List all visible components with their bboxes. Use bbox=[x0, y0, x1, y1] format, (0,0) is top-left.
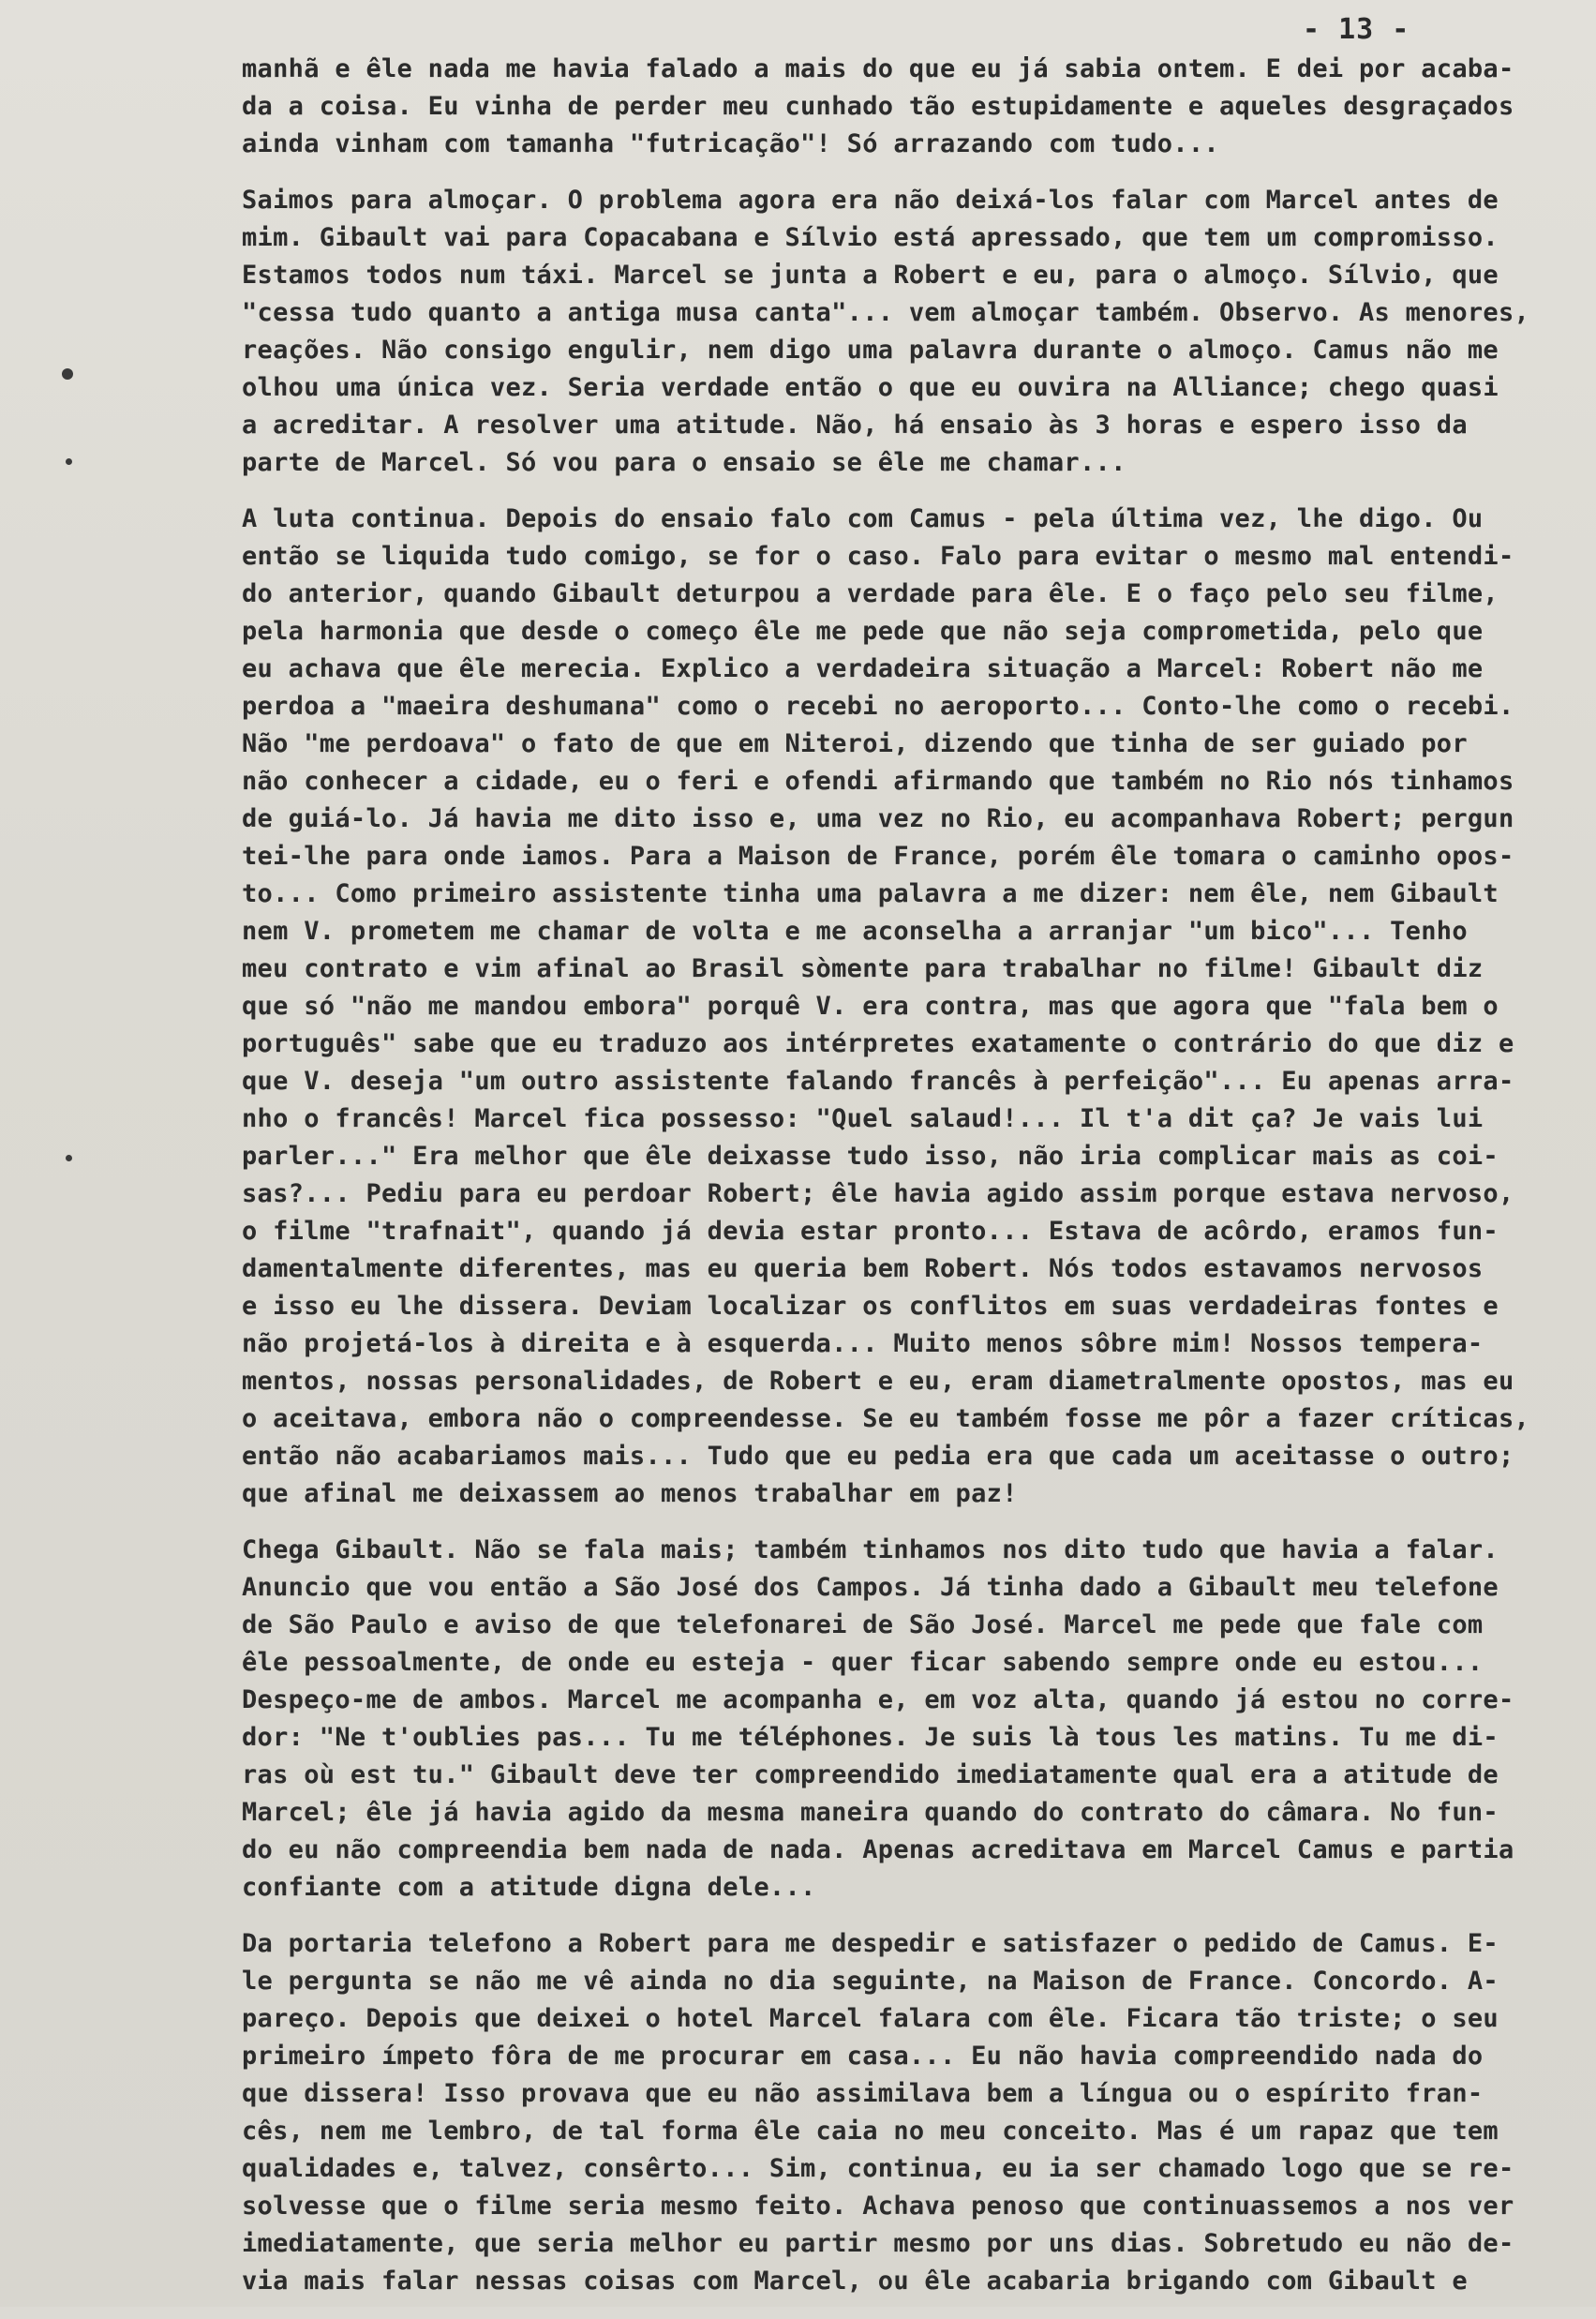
text-line: Da portaria telefono a Robert para me despedir e satisfazer o pedido de Camus. E- bbox=[242, 1929, 1499, 1958]
text-line: êle pessoalmente, de onde eu esteja - quer ficar sabendo sempre onde eu estou... bbox=[242, 1648, 1484, 1677]
text-line: eu achava que êle merecia. Explico a verdadeira situação a Marcel: Robert não me bbox=[242, 654, 1484, 683]
text-line: a acreditar. A resolver uma atitude. Não, há ensaio às 3 horas e espero isso da bbox=[242, 411, 1468, 440]
text-line: cês, nem me lembro, de tal forma êle caia no meu conceito. Mas é um rapaz que tem bbox=[242, 2117, 1499, 2146]
text-line: pareço. Depois que deixei o hotel Marcel falara com êle. Ficara tão triste; o seu bbox=[242, 2004, 1499, 2033]
text-line: Não "me perdoava" o fato de que em Niteroi, dizendo que tinha de ser guiado por bbox=[242, 729, 1468, 758]
text-line: do eu não compreendia bem nada de nada. Apenas acreditava em Marcel Camus e partia bbox=[242, 1835, 1514, 1864]
text-line: de guiá-lo. Já havia me dito isso e, uma vez no Rio, eu acompanhava Robert; pergun bbox=[242, 804, 1514, 833]
text-line: Marcel; êle já havia agido da mesma maneira quando do contrato do câmara. No fun- bbox=[242, 1798, 1499, 1827]
text-line: Despeço-me de ambos. Marcel me acompanha e, em voz alta, quando já estou no corre- bbox=[242, 1685, 1514, 1714]
paragraph bbox=[242, 1925, 1591, 2300]
text-line: ainda vinham com tamanha "futricação"! Só arrazando com tudo... bbox=[242, 129, 1219, 158]
punch-hole-mark bbox=[62, 368, 73, 380]
text-line: damentalmente diferentes, mas eu queria bem Robert. Nós todos estavamos nervosos bbox=[242, 1254, 1484, 1283]
text-line: que V. deseja "um outro assistente falando francês à perfeição"... Eu apenas arra- bbox=[242, 1067, 1514, 1096]
text-line: que só "não me mandou embora" porquê V. era contra, mas que agora que "fala bem o bbox=[242, 992, 1499, 1021]
text-line: não projetá-los à direita e à esquerda... Muito menos sôbre mim! Nossos tempera- bbox=[242, 1329, 1484, 1358]
paragraph bbox=[242, 182, 1591, 482]
text-line: sas?... Pediu para eu perdoar Robert; êle havia agido assim porque estava nervoso, bbox=[242, 1179, 1514, 1208]
text-line: que afinal me deixassem ao menos trabalhar em paz! bbox=[242, 1479, 1018, 1508]
text-line: da a coisa. Eu vinha de perder meu cunhado tão estupidamente e aqueles desgraçados bbox=[242, 92, 1514, 121]
text-line: le pergunta se não me vê ainda no dia seguinte, na Maison de France. Concordo. A- bbox=[242, 1967, 1499, 1996]
text-line: via mais falar nessas coisas com Marcel, ou êle acabaria brigando com Gibault e bbox=[242, 2267, 1468, 2296]
text-line: nem V. prometem me chamar de volta e me aconselha a arranjar "um bico"... Tenho bbox=[242, 917, 1468, 946]
text-line: to... Como primeiro assistente tinha uma palavra a me dizer: nem êle, nem Gibault bbox=[242, 879, 1499, 908]
text-line: então não acabariamos mais... Tudo que eu pedia era que cada um aceitasse o outro; bbox=[242, 1442, 1514, 1471]
text-line: então se liquida tudo comigo, se for o caso. Falo para evitar o mesmo mal entendi- bbox=[242, 542, 1514, 571]
text-line: Estamos todos num táxi. Marcel se junta a Robert e eu, para o almoço. Sílvio, que bbox=[242, 261, 1499, 290]
text-line: pela harmonia que desde o começo êle me pede que não seja comprometida, pelo que bbox=[242, 617, 1484, 646]
text-line: primeiro ímpeto fôra de me procurar em casa... Eu não havia compreendido nada do bbox=[242, 2042, 1484, 2071]
text-line: A luta continua. Depois do ensaio falo com Camus - pela última vez, lhe digo. Ou bbox=[242, 504, 1484, 533]
punch-hole-mark bbox=[66, 458, 72, 465]
text-line: tei-lhe para onde iamos. Para a Maison de France, porém êle tomara o caminho opos- bbox=[242, 842, 1514, 871]
text-line: português" sabe que eu traduzo aos intérpretes exatamente o contrário do que diz e bbox=[242, 1029, 1514, 1058]
text-line: de São Paulo e aviso de que telefonarei de São José. Marcel me pede que fale com bbox=[242, 1610, 1484, 1639]
text-line: imediatamente, que seria melhor eu partir mesmo por uns dias. Sobretudo eu não de- bbox=[242, 2229, 1514, 2258]
text-line: reações. Não consigo engulir, nem digo uma palavra durante o almoço. Camus não me bbox=[242, 336, 1499, 365]
text-line: dor: "Ne t'oublies pas... Tu me téléphones. Je suis là tous les matins. Tu me di- bbox=[242, 1723, 1499, 1752]
text-line: Chega Gibault. Não se fala mais; também tinhamos nos dito tudo que havia a falar. bbox=[242, 1535, 1499, 1564]
page-number: - 13 - bbox=[1303, 13, 1410, 46]
text-line: o aceitava, embora não o compreendesse. Se eu também fosse me pôr a fazer críticas, bbox=[242, 1404, 1530, 1433]
text-line: parte de Marcel. Só vou para o ensaio se êle me chamar... bbox=[242, 448, 1126, 477]
text-line: mim. Gibault vai para Copacabana e Sílvio está apressado, que tem um compromisso. bbox=[242, 223, 1499, 252]
text-line: perdoa a "maeira deshumana" como o recebi no aeroporto... Conto-lhe como o recebi. bbox=[242, 692, 1514, 721]
text-line: solvesse que o filme seria mesmo feito. Achava penoso que continuassemos a nos ver bbox=[242, 2192, 1514, 2221]
text-line: e isso eu lhe dissera. Deviam localizar os conflitos em suas verdadeiras fontes e bbox=[242, 1292, 1499, 1321]
paragraph bbox=[242, 1532, 1591, 1907]
text-line: não conhecer a cidade, eu o feri e ofendi afirmando que também no Rio nós tinhamos bbox=[242, 767, 1514, 796]
text-line: o filme "trafnait", quando já devia estar pronto... Estava de acôrdo, eramos fun- bbox=[242, 1217, 1499, 1246]
text-line: qualidades e, talvez, consêrto... Sim, continua, eu ia ser chamado logo que se re- bbox=[242, 2154, 1514, 2183]
text-line: nho o francês! Marcel fica possesso: "Quel salaud!... Il t'a dit ça? Je vais lui bbox=[242, 1104, 1484, 1133]
document-body bbox=[242, 51, 1591, 2319]
text-line: "cessa tudo quanto a antiga musa canta"... vem almoçar também. Observo. As menores, bbox=[242, 298, 1530, 327]
paragraph bbox=[242, 51, 1591, 163]
text-line: ras où est tu." Gibault deve ter compreendido imediatamente qual era a atitude de bbox=[242, 1760, 1499, 1789]
text-line: confiante com a atitude digna dele... bbox=[242, 1873, 816, 1902]
text-line: que dissera! Isso provava que eu não assimilava bem a língua ou o espírito fran- bbox=[242, 2079, 1484, 2108]
paragraph bbox=[242, 501, 1591, 1513]
text-line: meu contrato e vim afinal ao Brasil sòmente para trabalhar no filme! Gibault diz bbox=[242, 954, 1484, 983]
text-line: olhou uma única vez. Seria verdade então o que eu ouvira na Alliance; chego quasi bbox=[242, 373, 1499, 402]
text-line: do anterior, quando Gibault deturpou a verdade para êle. E o faço pelo seu filme, bbox=[242, 579, 1499, 608]
text-line: parler..." Era melhor que êle deixasse tudo isso, não iria complicar mais as coi- bbox=[242, 1142, 1499, 1171]
punch-hole-mark bbox=[66, 1155, 72, 1161]
text-line: Anuncio que vou então a São José dos Campos. Já tinha dado a Gibault meu telefone bbox=[242, 1573, 1499, 1602]
text-line: Saimos para almoçar. O problema agora era não deixá-los falar com Marcel antes de bbox=[242, 186, 1499, 215]
text-line: manhã e êle nada me havia falado a mais do que eu já sabia ontem. E dei por acaba- bbox=[242, 54, 1514, 83]
text-line: mentos, nossas personalidades, de Robert e eu, eram diametralmente opostos, mas eu bbox=[242, 1367, 1514, 1396]
